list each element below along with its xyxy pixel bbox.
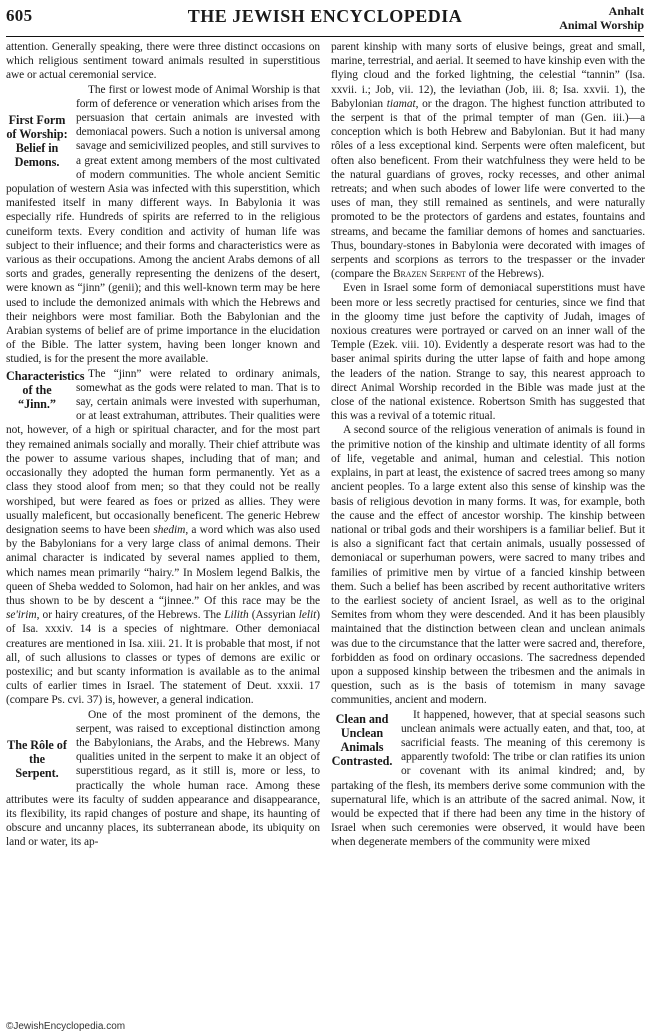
sidenote-characteristics: Characteristics of the “Jinn.” [6, 368, 85, 412]
term-tiamat: tiamat [386, 97, 416, 110]
paragraph: attention. Generally speaking, there were three distinct occasions on which religious sentiment toward animals resulted in superstitious awe or actual ceremonial service. [6, 41, 320, 82]
cross-reference-link[interactable]: Brazen Serpent [392, 268, 466, 281]
paragraph: It happened, however, that at special seasons such unclean animals were actually eaten, and that, too, at sacrificial feasts. The meaning of this ceremony is apparently twofold: The tribe or clan ratifies its union or covenant with its animal kindred; and, by partaking of the flesh, its members derive some communion with the supernatural life, which is an attribute of the sacred animal. Now, it would be expected that if there had been any time in the history of Israel when such ceremonies were observed, it would have been when degenerate members of the community were mixed [331, 708, 645, 849]
paragraph: parent kinship with many sorts of elusive beings, great and small, marine, terrestrial, and aerial. It seemed to have kinship even with the flying cloud and the forked lightning, the celestial “tannin” (Isa. xxvii. i.; Job, vii. 12), the leviathan (Job, iii. 8; Isa. xxvii. 1), the Babylonian tiamat, or the dragon. The highest function attributed to the serpent is that of the primal tempter of man (Gen. iii.)—a conception which is both Hebrew and Babylonian. But it had many rôles of a less exceptional kind. Serpents were often maleficent, but often also beneficent. From their watchfulness they were held to be the natural guardians of groves, rocky recesses, and other animal retreats; and when such abodes of lower life were converted to the uses of man, they still remained as sentinels, and were naturally promoted to be the protectors of gardens and estates, fountains and streams, and became the familiar demons of homes and sanctuaries. Thus, boundary-stones in Babylonia were decorated with images of serpents and scorpions as terrors to the trespasser or the invader (compare the Brazen Serpent of the Hebrews). [331, 41, 645, 281]
header-rule [6, 36, 644, 37]
section-label-line-2: Animal Worship [559, 18, 644, 32]
term-seirim: se'irim [6, 609, 37, 622]
term-lilith: Lilith [224, 609, 249, 622]
copyright-footer: ©JewishEncyclopedia.com [6, 1021, 126, 1032]
right-column [331, 40, 645, 1015]
paragraph: A second source of the religious veneration of animals is found in the primitive notion of the kinship and ultimate identity of all forms of life, vegetable and animal, human and celestial. This notion explains, in part at least, the existence of sacred trees among so many ancient peoples. To a large extent also this sense of kinship was the basis of religious devotion in many forms. It was, for example, both the cause and the effect of ancestor worship. The kinship between national or tribal gods and their worshipers is a familiar belief. But it is also a significant fact that certain animals, usually possessed of demoniacal or superhuman powers, were sacred to many tribes and families of primitive men by virtue of a fancied kinship between them. Such a belief has been ascribed by recent authoritative writers to the earliest society of ancient Israel, as well as to the original Semites from whom they were descended. And it has been plausibly maintained that the distinction between clean and unclean animals was due to the circumstance that the latter were sacred and, therefore, forbidden as food on ordinary occasions. The sacredness depended upon a supposed kinship between the tribesmen and the animals in question, such as is the basis of totemism in many savage communities, ancient and modern. [331, 424, 645, 707]
running-title: THE JEWISH ENCYCLOPEDIA [187, 6, 463, 26]
page-header [6, 4, 644, 34]
term-lelit: lelit [298, 609, 317, 622]
paragraph: The first or lowest mode of Animal Worship is that form of deference or veneration which arises from the persuasion that certain animals are invested with demoniacal powers. Such a notion is universal among savage and semicivilized peoples, and still survives to a great extent among members of the most cultivated of modern communities. The whole ancient Semitic population of western Asia was infected with this superstition, which manifested itself in many different ways. In Babylonia it was especially rife. Hundreds of spirits are referred to in the religious cuneiform texts. Every condition and activity of human life was subject to their influence; and their forms and characteristics were as various as their occupations. Among the ancient Arabs demons of all sorts and grades, generally representing the denizens of the desert, were known as “jinn” (genii); and this well-known term may be here used to include the demonized animals with which the Hebrews and their neighbors were most familiar. Both the Babylonian and the Arabian systems of belief are of prime importance in the elucidation of the Bible. The latter system, having been longer known and studied, is for the present the more available. [6, 83, 320, 366]
term-shedim: shedim [153, 523, 186, 536]
page-number: 605 [6, 6, 33, 25]
sidenote-first-form: First Form of Worship: Belief in Demons. [6, 112, 68, 170]
left-column [6, 40, 320, 1015]
paragraph: One of the most prominent of the demons, the serpent, was raised to exceptional distinction among the Babylonians, the Arabs, and the Hebrews. Many qualities united in the serpent to make it an object of superstitious regard, as it still is, more or less, to practically the whole human race. Among these attributes were its faculty of sudden appearance and disappearance, its flexibility, its rapid changes of posture and shape, its haunting of obscure and uncanny places, its subterranean abode, its ubiquity on land or water, its ap- [6, 708, 320, 849]
paragraph: The “jinn” were related to ordinary animals, somewhat as the gods were related to man. That is to say, certain animals were invested with superhuman, or at least extrahuman, attributes. Their qualities were not, however, of a high or spiritual character, and for the most part they remained animals socially and morally. Their chief attribute was the power to assume various shapes, including that of man; and occasionally they adopted the human form permanently. Yet as a class they stood aloof from men; so that they could not be really worshiped, but were feared as foes or prized as allies. They were usually maleficent, but occasionally beneficent. The generic Hebrew designation seems to have been shedim, a word which was also used by the Babylonians for a very large class of animal demons. Their animal character is indicated by several names applied to them, which names mean primarily “hairy.” In Moslem legend Balkis, the queen of Sheba wedded to Solomon, had hair on her ankles, and was thus shown to be by descent a “jinnee.” Of this race may be the se'irim, or hairy creatures, of the Hebrews. The Lilith (Assyrian lelit) of Isa. xxxiv. 14 is a species of nightmare. Other demoniacal creatures are mentioned in Isa. xiii. 21. It is probable that most, if not all, of such allusions to classes or types of demons are exilic or postexilic; and but scanty information is available as to the animal cults of earlier times in Israel. The statement of Deut. xxxii. 17 (compare Ps. cvi. 37) is, however, a general indication. [6, 367, 320, 707]
paragraph: Even in Israel some form of demoniacal superstitions must have been more or less secretly practised for centuries, since we find that in the gloomy time just before the captivity of Judah, images of noxious creatures were portrayed or carved on an inner wall of the Temple (Ezek. viii. 10). Evidently a desperate resort was had to the baser animal spirits during the utter lapse of faith and hope among the leaders of the nation. Strange to say, this nearest approach to direct Animal Worship recorded in the Bible was made just at the close of the national existence. Robertson Smith has suggested that this was a revival of a totemic ritual. [331, 282, 645, 423]
section-label [559, 4, 644, 32]
sidenote-serpent: The Rôle of the Serpent. [7, 737, 67, 780]
sidenote-clean-unclean: Clean and Unclean Animals Contrasted. [331, 711, 393, 769]
section-label-line-1: Anhalt [608, 4, 644, 18]
